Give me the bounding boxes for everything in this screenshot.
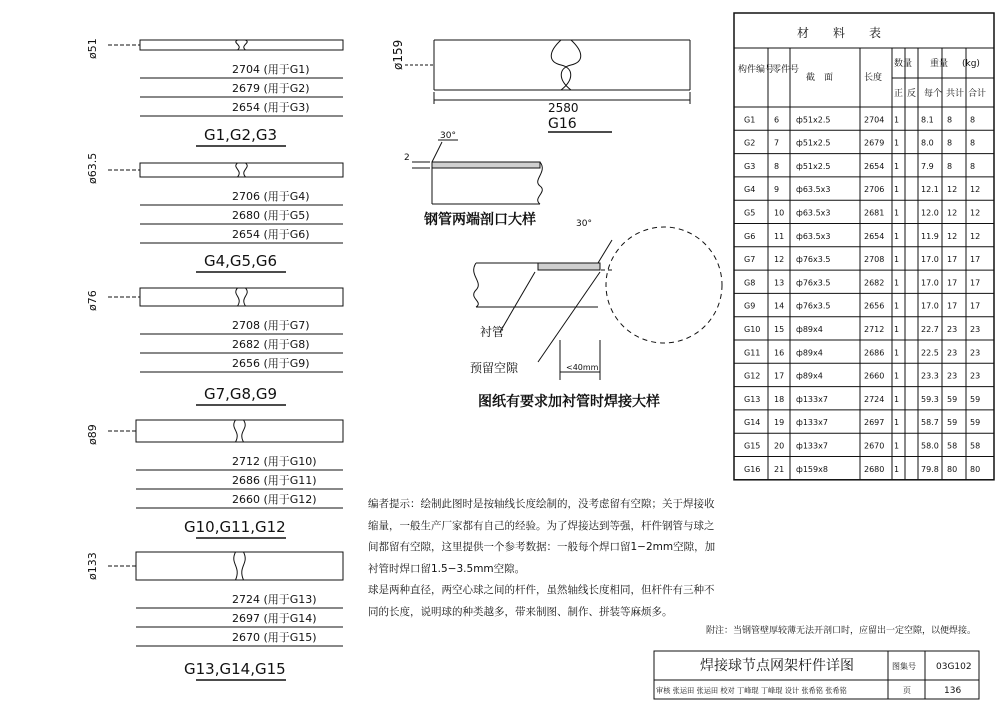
table-cell: ф51x2.5 [796, 138, 831, 148]
pipe-group-label: G1,G2,G3 [204, 126, 278, 144]
table-cell: 79.8 [921, 464, 939, 474]
table-cell: ф51x2.5 [796, 115, 831, 125]
table-cell: G15 [744, 441, 761, 451]
table-cell: 1 [894, 394, 900, 404]
table-cell: G8 [744, 278, 756, 288]
table-cell: 23 [970, 371, 981, 381]
table-cell: ф76x3.5 [796, 255, 831, 265]
table-cell: 18 [774, 394, 785, 404]
table-cell: 2656 [864, 301, 885, 311]
table-cell: G10 [744, 325, 761, 334]
pipe-length: 2679 (用于G2) [232, 82, 310, 95]
table-cell: ф51x2.5 [796, 161, 831, 171]
table-cell: 17 [947, 255, 958, 265]
table-cell: 17.0 [921, 301, 939, 311]
table-cell: 1 [894, 301, 900, 311]
table-cell: 2681 [864, 208, 885, 218]
table-cell: 23 [947, 371, 958, 381]
table-cell: 58.0 [921, 441, 939, 451]
table-cell: 8 [947, 138, 953, 148]
gap-label: 预留空隙 [470, 361, 519, 375]
table-header-cell: 反 [907, 89, 917, 99]
table-cell: ф159x8 [796, 464, 828, 474]
table-cell: ф89x4 [796, 348, 823, 358]
liner-dim: <40mm [566, 363, 599, 372]
table-cell: 23 [947, 348, 958, 358]
table-cell: 16 [774, 348, 785, 358]
atlas-no: 03G102 [936, 662, 972, 672]
table-cell: 12 [947, 208, 958, 218]
table-cell: 20 [774, 441, 785, 451]
liner-title: 图纸有要求加衬管时焊接大样 [478, 394, 660, 410]
table-cell: 12 [970, 231, 981, 241]
table-cell: 23 [970, 325, 981, 334]
table-cell: 2724 [864, 394, 885, 404]
table-cell: 21 [774, 464, 785, 474]
table-header-cell: 长度 [864, 73, 883, 83]
table-cell: G9 [744, 301, 756, 311]
table-cell: 2670 [864, 441, 885, 451]
table-cell: 59 [970, 418, 981, 428]
table-cell: 12 [970, 208, 981, 218]
page-no: 136 [944, 686, 962, 696]
table-cell: 2680 [864, 464, 885, 474]
table-title: 材 料 表 [797, 26, 882, 40]
table-cell: 1 [894, 371, 900, 381]
g16-length: 2580 [548, 101, 579, 115]
table-cell: 17 [774, 371, 785, 381]
table-cell: 1 [894, 138, 900, 148]
editor-note [368, 494, 718, 623]
table-cell: 12.0 [921, 208, 939, 218]
table-cell: 80 [947, 464, 958, 474]
table-cell: 17 [947, 278, 958, 288]
table-cell: 1 [894, 161, 900, 171]
pipe-length: 2654 (用于G3) [232, 101, 310, 114]
table-header-cell: 截 面 [806, 73, 834, 83]
g16-dia: ø159 [391, 39, 405, 70]
table-cell: ф63.5x3 [796, 208, 831, 218]
table-cell: G2 [744, 138, 756, 148]
table-cell: ф133x7 [796, 418, 828, 428]
table-cell: ф63.5x3 [796, 231, 831, 241]
table-cell: 2697 [864, 418, 885, 428]
pipe-length: 2654 (用于G6) [232, 228, 310, 241]
pipe-length: 2708 (用于G7) [232, 319, 310, 332]
pipe-length: 2697 (用于G14) [232, 612, 317, 625]
table-cell: 8 [774, 161, 780, 171]
table-cell: 12 [970, 185, 981, 195]
table-cell: 1 [894, 115, 900, 125]
table-header-cell: 构件编号 [738, 65, 775, 75]
table-cell: 1 [894, 348, 900, 358]
footnote: 附注：当钢管壁厚较薄无法开剖口时，应留出一定空隙，以便焊接。 [706, 626, 977, 636]
table-cell: 59 [947, 394, 958, 404]
pipe-length: 2660 (用于G12) [232, 493, 317, 506]
table-cell: 58 [947, 441, 958, 451]
table-header-cell: 正 [894, 89, 904, 99]
pipe-length: 2704 (用于G1) [232, 63, 310, 76]
pipe-length: 2682 (用于G8) [232, 338, 310, 351]
bevel-angle: 30° [440, 131, 456, 141]
table-cell: 8 [970, 161, 976, 171]
bevel-wall: 2 [404, 153, 410, 163]
table-cell: 12 [947, 185, 958, 195]
table-cell: 8 [947, 115, 953, 125]
title-block-title: 焊接球节点网架杆件详图 [700, 658, 854, 674]
table-cell: 17 [947, 301, 958, 311]
table-cell: 13 [774, 278, 785, 288]
table-cell: 1 [894, 278, 900, 288]
table-cell: 23.3 [921, 371, 939, 381]
table-cell: 2679 [864, 138, 885, 148]
table-cell: 2654 [864, 161, 885, 171]
table-cell: ф133x7 [796, 394, 828, 404]
table-cell: G13 [744, 394, 761, 404]
table-cell: 1 [894, 185, 900, 195]
liner-angle: 30° [576, 219, 592, 229]
table-cell: 6 [774, 115, 780, 125]
table-cell: 59 [947, 418, 958, 428]
table-cell: 2660 [864, 371, 885, 381]
table-cell: G5 [744, 208, 756, 218]
atlas-label: 图集号 [892, 662, 916, 671]
table-cell: 1 [894, 464, 900, 474]
pipe-diameter: ø89 [86, 424, 99, 445]
table-cell: 11 [774, 231, 785, 241]
table-cell: 2708 [864, 255, 885, 265]
table-cell: ф89x4 [796, 325, 823, 334]
table-cell: 23 [970, 348, 981, 358]
table-cell: 80 [970, 464, 981, 474]
table-cell: 17 [970, 301, 981, 311]
table-cell: 19 [774, 418, 785, 428]
table-cell: G6 [744, 231, 756, 241]
liner-label: 衬管 [480, 325, 505, 339]
pipe-length: 2706 (用于G4) [232, 190, 310, 203]
table-header-cell: 合计 [968, 89, 987, 99]
table-cell: 14 [774, 301, 785, 311]
table-cell: 22.7 [921, 325, 939, 334]
table-cell: 1 [894, 208, 900, 218]
table-cell: 2712 [864, 325, 885, 334]
pipe-diameter: ø76 [86, 290, 99, 311]
table-cell: G4 [744, 185, 756, 195]
table-cell: 11.9 [921, 231, 939, 241]
table-cell: 2682 [864, 278, 885, 288]
note-paragraph-2: 球是两种直径，两空心球之间的杆件，虽然轴线长度相同，但杆件有三种不同的长度，说明球的种类越多，带来制图、制作、拼装等麻烦多。 [368, 584, 715, 618]
table-cell: 15 [774, 325, 785, 334]
table-cell: 1 [894, 325, 900, 334]
table-cell: G3 [744, 161, 756, 171]
table-cell: 17 [970, 255, 981, 265]
table-cell: 1 [894, 441, 900, 451]
table-cell: 7.9 [921, 161, 934, 171]
table-cell: 8 [970, 138, 976, 148]
table-cell: ф89x4 [796, 371, 823, 381]
note-paragraph-1: 编者提示：绘制此图时是按轴线长度绘制的，没考虑留有空隙；关于焊接收缩量，一般生产厂家都有自己的经验。为了焊接达到等强，杆件钢管与球之间都留有空隙，这里提供一个参考数据：一般每个焊口留1−2mm空隙，加衬管时焊口留1.5−3.5mm空隙。 [368, 498, 716, 575]
table-cell: 8.1 [921, 115, 934, 125]
pipe-length: 2680 (用于G5) [232, 209, 310, 222]
table-cell: 10 [774, 208, 785, 218]
table-cell: 8 [947, 161, 953, 171]
pipe-length: 2670 (用于G15) [232, 631, 317, 644]
pipe-length: 2712 (用于G10) [232, 455, 317, 468]
table-cell: 1 [894, 418, 900, 428]
table-cell: 12 [947, 231, 958, 241]
table-cell: ф63.5x3 [796, 185, 831, 195]
pipe-length: 2686 (用于G11) [232, 474, 317, 487]
pipe-group-label: G13,G14,G15 [184, 660, 286, 678]
sign-row: 审核 张运田 张运田 校对 丁峰琨 丁峰琨 设计 张希铭 张希铭 [656, 686, 847, 695]
table-cell: ф76x3.5 [796, 278, 831, 288]
table-cell: G7 [744, 255, 756, 265]
table-header-cell: 共计 [946, 89, 965, 99]
table-cell: 17.0 [921, 278, 939, 288]
page-label: 页 [903, 686, 911, 695]
table-cell: 59 [970, 394, 981, 404]
table-cell: G16 [744, 464, 761, 474]
table-cell: 8.0 [921, 138, 934, 148]
pipe-diameter: ø51 [86, 38, 99, 59]
pipe-group-label: G7,G8,G9 [204, 385, 278, 403]
table-cell: 2704 [864, 115, 885, 125]
pipe-group-label: G10,G11,G12 [184, 518, 286, 536]
table-cell: 22.5 [921, 348, 939, 358]
table-cell: 17.0 [921, 255, 939, 265]
table-cell: ф133x7 [796, 441, 828, 451]
table-header-cell: 数量 [894, 59, 913, 69]
bevel-title: 钢管两端剖口大样 [424, 212, 536, 228]
table-cell: G12 [744, 371, 761, 381]
pipe-diameter: ø63.5 [86, 152, 99, 184]
table-cell: 58 [970, 441, 981, 451]
table-cell: G1 [744, 115, 756, 125]
table-cell: 1 [894, 255, 900, 265]
table-cell: 12 [774, 255, 785, 265]
table-header-cell: 每个 [924, 89, 943, 99]
g16-label: G16 [548, 116, 577, 132]
pipe-group-label: G4,G5,G6 [204, 252, 278, 270]
table-cell: 12.1 [921, 185, 939, 195]
table-cell: 1 [894, 231, 900, 241]
table-cell: 2686 [864, 348, 885, 358]
table-cell: 9 [774, 185, 780, 195]
table-header-cell: 重量 [930, 59, 949, 69]
table-cell: G11 [744, 348, 761, 358]
table-cell: 58.7 [921, 418, 939, 428]
table-header-cell: (kg) [962, 59, 980, 69]
table-cell: ф76x3.5 [796, 301, 831, 311]
table-header-cell: 零件号 [772, 65, 800, 75]
pipe-length: 2724 (用于G13) [232, 593, 317, 606]
table-cell: 17 [970, 278, 981, 288]
table-cell: 8 [970, 115, 976, 125]
table-cell: 59.3 [921, 394, 939, 404]
table-cell: 2706 [864, 185, 885, 195]
table-cell: 23 [947, 325, 958, 334]
table-cell: 2654 [864, 231, 885, 241]
pipe-length: 2656 (用于G9) [232, 357, 310, 370]
pipe-diameter: ø133 [86, 552, 99, 580]
table-cell: 7 [774, 138, 780, 148]
table-cell: G14 [744, 418, 761, 428]
